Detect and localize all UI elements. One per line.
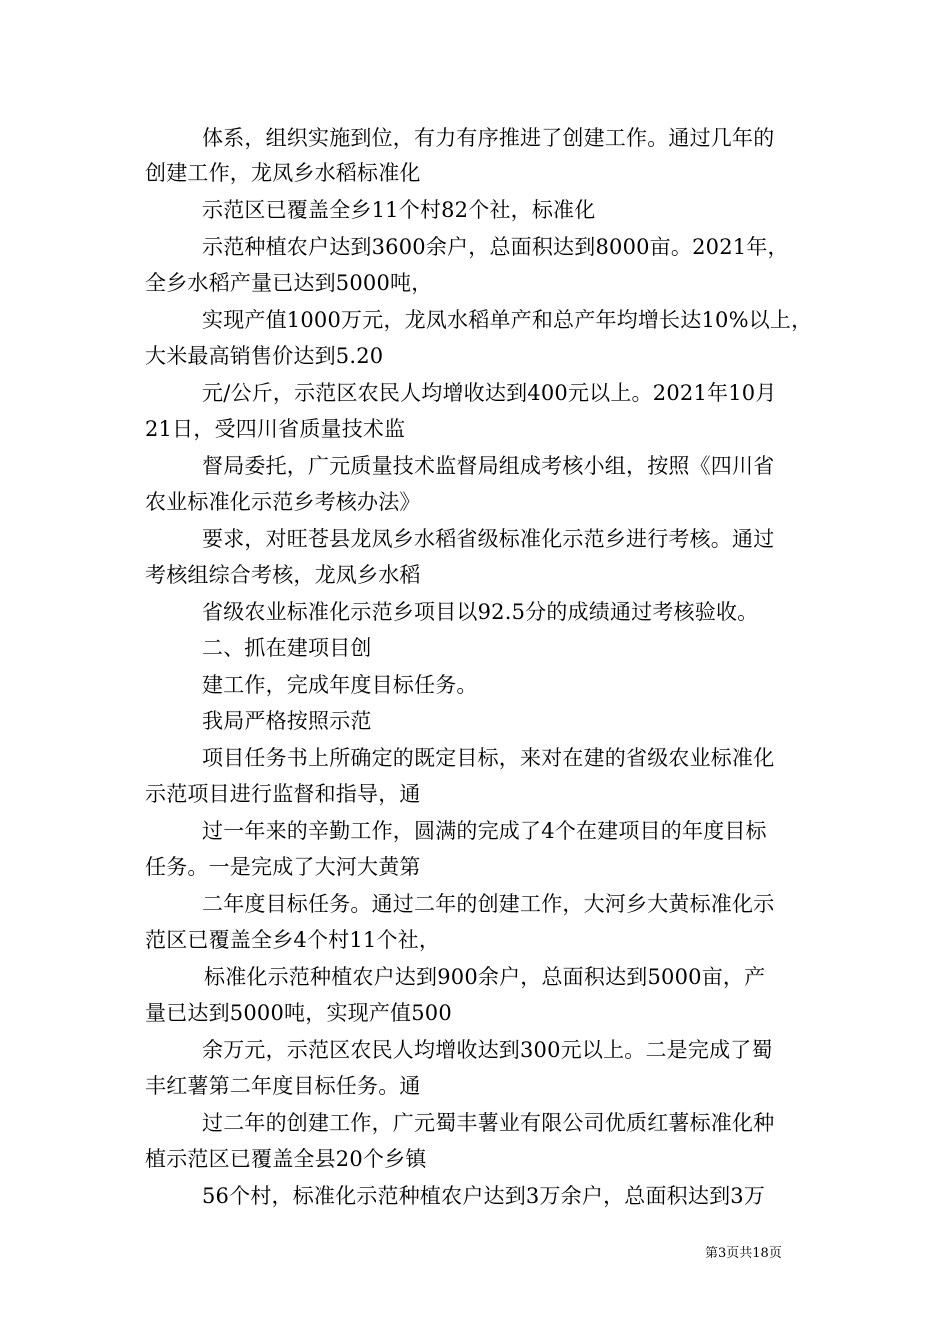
text-line: 范区已覆盖全乡4个村11个社， bbox=[145, 928, 441, 952]
text-line: 建工作，完成年度目标任务。 bbox=[202, 673, 478, 697]
text-line: 考核组综合考核，龙凤乡水稻 bbox=[145, 563, 421, 587]
text-line: 21日，受四川省质量技术监 bbox=[145, 417, 406, 441]
text-line: 过一年来的辛勤工作，圆满的完成了4个在建项目的年度目标 bbox=[202, 819, 767, 843]
text-line: 要求，对旺苍县龙凤乡水稻省级标准化示范乡进行考核。通过 bbox=[202, 527, 775, 551]
text-line: 56个村，标准化示范种植农户达到3万余户，总面积达到3万 bbox=[202, 1184, 766, 1208]
text-line: 创建工作，龙凤乡水稻标准化 bbox=[145, 161, 421, 185]
text-line: 全乡水稻产量已达到5000吨， bbox=[145, 271, 433, 295]
text-line: 任务。一是完成了大河大黄第 bbox=[145, 855, 421, 879]
text-line: 大米最高销售价达到5.20 bbox=[145, 344, 384, 368]
text-line: 过二年的创建工作，广元蜀丰薯业有限公司优质红薯标准化种 bbox=[202, 1111, 775, 1135]
text-line: 二年度目标任务。通过二年的创建工作，大河乡大黄标准化示 bbox=[202, 892, 775, 916]
text-line: 实现产值1000万元，龙凤水稻单产和总产年均增长达10%以上， bbox=[202, 308, 813, 332]
text-line: 余万元，示范区农民人均增收达到300元以上。二是完成了蜀 bbox=[202, 1038, 773, 1062]
section-heading: 二、抓在建项目创 bbox=[202, 636, 372, 660]
text-line: 农业标准化示范乡考核办法》 bbox=[145, 490, 421, 514]
text-line: 量已达到5000吨，实现产值500 bbox=[145, 1001, 452, 1025]
text-line: 省级农业标准化示范乡项目以92.5分的成绩通过考核验收。 bbox=[202, 600, 759, 624]
text-line: 示范项目进行监督和指导，通 bbox=[145, 782, 421, 806]
text-line: 元/公斤，示范区农民人均增收达到400元以上。2021年10月 bbox=[202, 381, 777, 405]
text-line: 体系，组织实施到位，有力有序推进了创建工作。通过几年的 bbox=[202, 126, 775, 150]
text-line: 丰红薯第二年度目标任务。通 bbox=[145, 1074, 421, 1098]
text-line: 督局委托，广元质量技术监督局组成考核小组，按照《四川省 bbox=[202, 454, 775, 478]
text-line: 示范区已覆盖全乡11个村82个社，标准化 bbox=[202, 198, 596, 222]
text-line: 我局严格按照示范 bbox=[202, 709, 372, 733]
page-number: 第3页共18页 bbox=[705, 1246, 782, 1261]
text-line: 标准化示范种植农户达到900余户，总面积达到5000亩，产 bbox=[204, 965, 766, 989]
text-line: 项目任务书上所确定的既定目标，来对在建的省级农业标准化 bbox=[202, 746, 775, 770]
text-line: 植示范区已覆盖全县20个乡镇 bbox=[145, 1147, 427, 1171]
text-line: 示范种植农户达到3600余户，总面积达到8000亩。2021年， bbox=[202, 235, 789, 259]
